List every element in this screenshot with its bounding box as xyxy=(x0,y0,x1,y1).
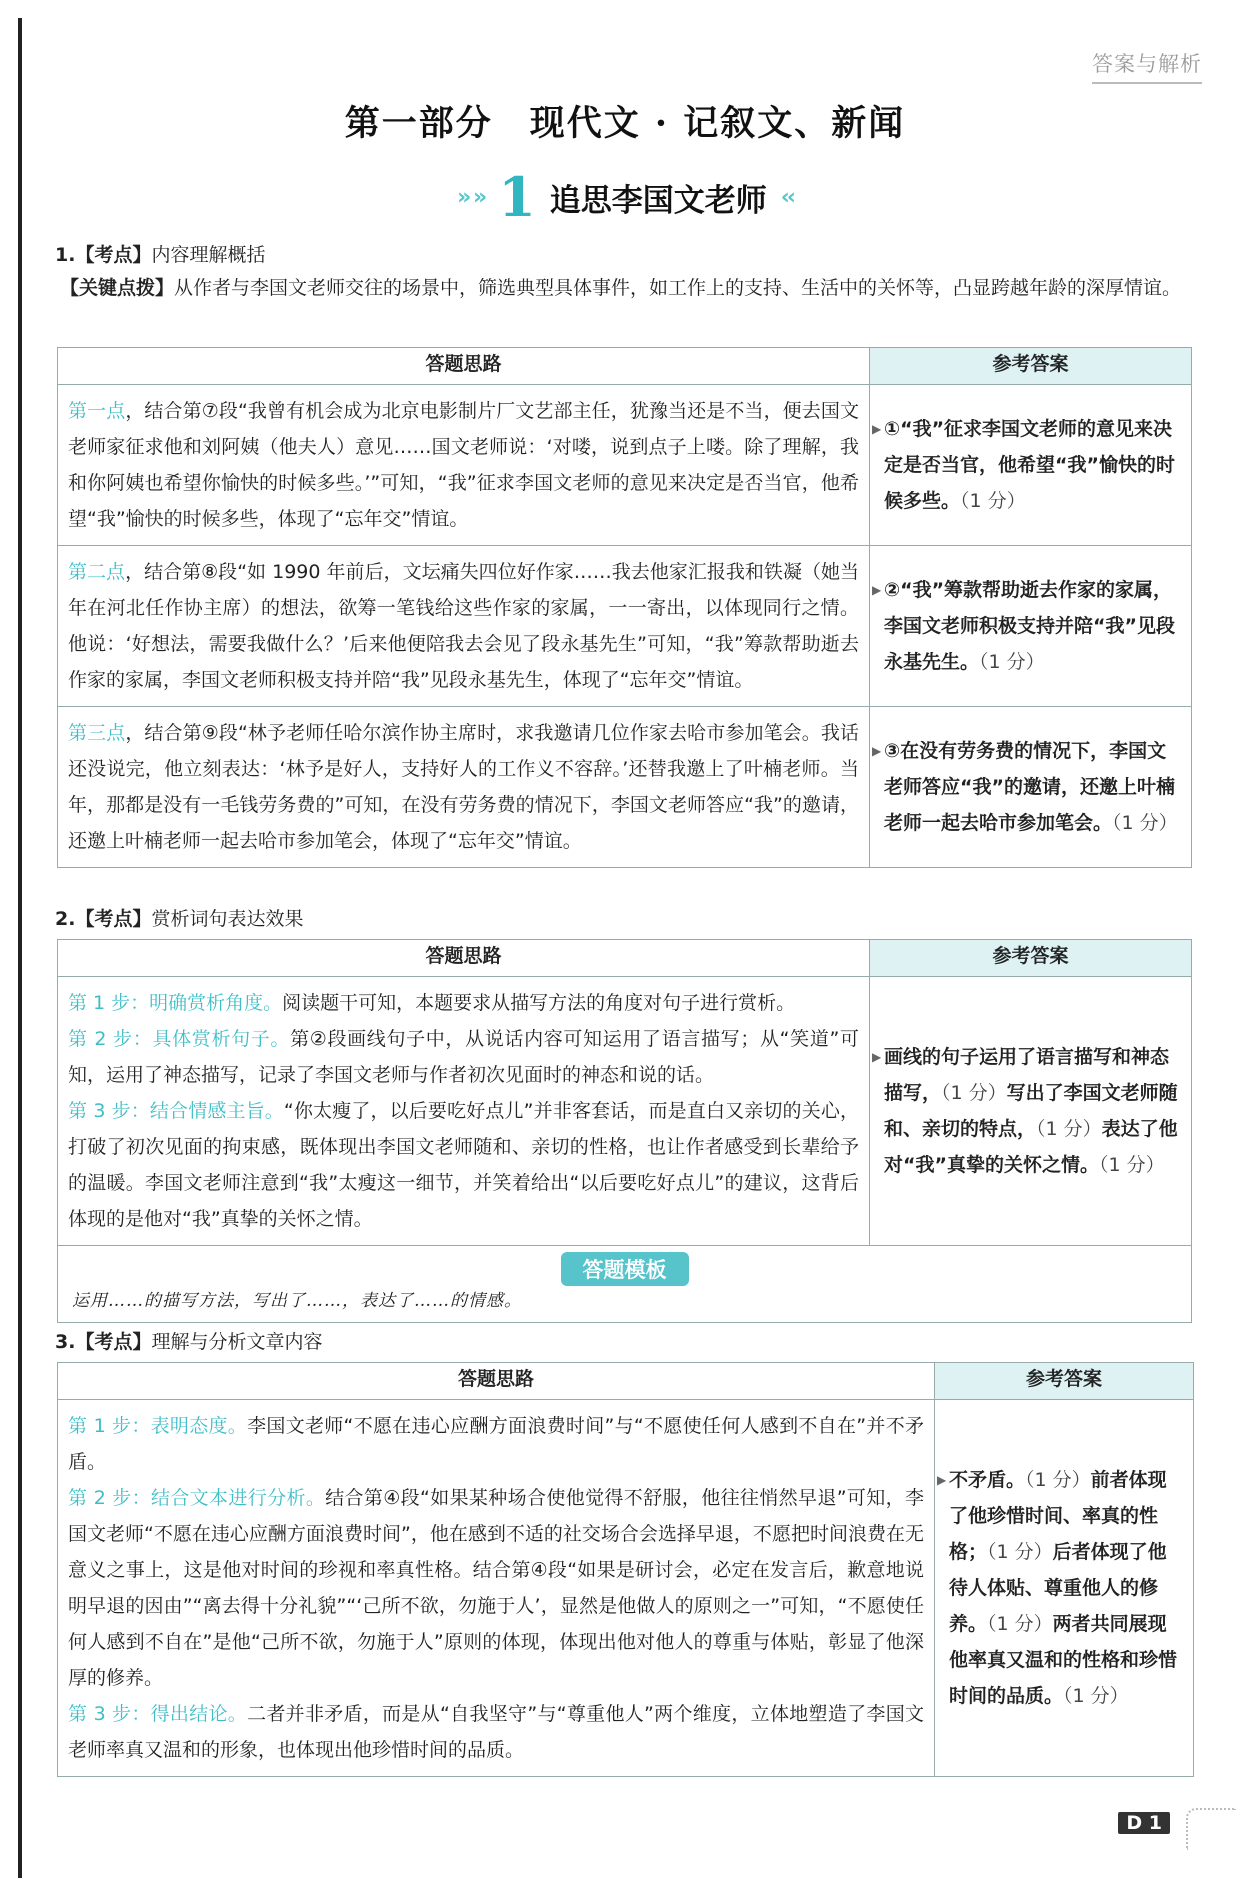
point-label: 第二点 xyxy=(68,561,126,583)
answer-text: 后者体现了他待人体贴、尊重他人的修养。 xyxy=(949,1541,1167,1635)
points: （1 分） xyxy=(1112,812,1178,834)
reason-cell xyxy=(58,385,870,546)
step-label: 第 1 步：明确赏析角度。 xyxy=(68,992,283,1014)
key-point-paragraph xyxy=(60,270,1195,306)
question-3-heading xyxy=(55,1327,322,1354)
reason-header: 答题思路 xyxy=(58,940,870,977)
question-number: 1. xyxy=(55,244,76,266)
answer-text: 两者共同展现他率真又温和的性格和珍惜时间的品质。 xyxy=(949,1613,1178,1707)
points: （1 分） xyxy=(960,490,1026,512)
question-2-heading xyxy=(55,904,303,931)
points: （1 分） xyxy=(1036,1118,1102,1140)
answer-cell xyxy=(870,546,1192,707)
q3-table xyxy=(57,1362,1194,1777)
page-corner-decoration xyxy=(1186,1808,1236,1850)
points: （1 分） xyxy=(1025,1469,1091,1491)
reason-cell xyxy=(58,707,870,868)
play-triangle-icon: ▶ xyxy=(872,583,882,597)
question-number: 2. xyxy=(55,908,76,930)
answer-text: ②“我”筹款帮助逝去作家的家属，李国文老师积极支持并陪“我”见段永基先生。 xyxy=(884,579,1175,673)
step-label: 第 2 步：具体赏析句子。 xyxy=(68,1028,291,1050)
points: （1 分） xyxy=(1098,1154,1165,1176)
chevron-right-icon: » » xyxy=(457,184,485,210)
answer-header: 参考答案 xyxy=(935,1363,1194,1400)
play-triangle-icon: ▶ xyxy=(937,1473,947,1487)
question-tag: 【考点】 xyxy=(75,1331,152,1353)
answer-text: ③在没有劳务费的情况下，李国文老师答应“我”的邀请，还邀上叶楠老师一起去哈市参加笔会。 xyxy=(884,740,1175,834)
answer-text: 前者体现了他珍惜时间、率真的性格； xyxy=(949,1469,1167,1563)
key-point-label: 【关键点拨】 xyxy=(60,277,175,299)
reason-header: 答题思路 xyxy=(58,1363,935,1400)
template-cell xyxy=(58,1246,1192,1323)
reason-cell xyxy=(58,546,870,707)
answer-cell xyxy=(870,707,1192,868)
step-text: “你太瘦了，以后要吃好点儿”并非客套话，而是直白又亲切的关心，打破了初次见面的拘束感，既体现出李国文老师随和、亲切的性格，也让作者感受到长辈给予的温暖。李国文老师注意到“我”太瘦这一细节，并笑着给出“以后要吃好点儿”的建议，这背后体现的是他对“我”真挚的关怀之情。 xyxy=(68,1100,859,1230)
question-topic: 理解与分析文章内容 xyxy=(151,1331,323,1353)
step-text: 阅读题干可知，本题要求从描写方法的角度对句子进行赏析。 xyxy=(282,992,796,1014)
step-label: 第 3 步：得出结论。 xyxy=(68,1703,248,1725)
step-label: 第 2 步：结合文本进行分析。 xyxy=(68,1487,326,1509)
answer-text: 画线的句子运用了语言描写和神态描写， xyxy=(884,1046,1170,1104)
step-text: 二者并非矛盾，而是从“自我坚守”与“尊重他人”两个维度，立体地塑造了李国文老师率真又温和的形象，也体现出他珍惜时间的品质。 xyxy=(68,1703,924,1761)
key-point-text: 从作者与李国文老师交往的场景中，筛选典型具体事件，如工作上的支持、生活中的关怀等，凸显跨越年龄的深厚情谊。 xyxy=(174,277,1182,299)
table-row xyxy=(58,1400,1194,1777)
point-label: 第一点 xyxy=(68,400,126,422)
question-tag: 【考点】 xyxy=(75,244,152,266)
page-number: D 1 xyxy=(1118,1812,1170,1834)
points: （1 分） xyxy=(987,1613,1053,1635)
q2-table xyxy=(57,939,1192,1323)
play-triangle-icon: ▶ xyxy=(872,744,882,758)
points: （1 分） xyxy=(1063,1685,1129,1707)
reason-cell xyxy=(58,977,870,1246)
lesson-number: 1 xyxy=(498,165,536,229)
part-title: 第一部分 现代文 · 记叙文、新闻 xyxy=(344,103,906,144)
table-row xyxy=(58,977,1192,1246)
step-label: 第 1 步：表明态度。 xyxy=(68,1415,248,1437)
step-label: 第 3 步：结合情感主旨。 xyxy=(68,1100,284,1122)
reason-header: 答题思路 xyxy=(58,348,870,385)
binding-edge xyxy=(18,18,22,1878)
answer-text: 写出了李国文老师随和、亲切的特点， xyxy=(884,1082,1178,1140)
reason-cell xyxy=(58,1400,935,1777)
question-tag: 【考点】 xyxy=(75,908,152,930)
question-topic: 内容理解概括 xyxy=(151,244,266,266)
reason-text: ，结合第⑦段“我曾有机会成为北京电影制片厂文艺部主任，犹豫当还是不当，便去国文老师家征求他和刘阿姨（他夫人）意见……国文老师说：‘对喽，说到点子上喽。除了理解，我和你阿姨也希望你愉快的时候多些。’”可知，“我”征求李国文老师的意见来决定是否当官，他希望“我”愉快的时候多些，体现了“忘年交”情谊。 xyxy=(68,400,859,530)
reason-text: ，结合第⑧段“如 1990 年前后，文坛痛失四位好作家……我去他家汇报我和铁凝（她当年在河北任作协主席）的想法，欲筹一笔钱给这些作家的家属，一一寄出，以体现同行之情。他说：‘好想法，需要我做什么？’后来他便陪我去会见了段永基先生”可知，“我”筹款帮助逝去作家的家属，李国文老师积极支持并陪“我”见段永基先生，体现了“忘年交”情谊。 xyxy=(68,561,859,691)
step-text: 李国文老师“不愿在违心应酬方面浪费时间”与“不愿使任何人感到不自在”并不矛盾。 xyxy=(68,1415,924,1473)
point-label: 第三点 xyxy=(68,722,126,744)
answer-header: 参考答案 xyxy=(870,940,1192,977)
answer-text: ①“我”征求李国文老师的意见来决定是否当官，他希望“我”愉快的时候多些。 xyxy=(884,418,1175,512)
points: （1 分） xyxy=(987,1541,1053,1563)
answer-cell xyxy=(935,1400,1194,1777)
play-triangle-icon: ▶ xyxy=(872,1050,882,1064)
step-text: 结合第④段“如果某种场合使他觉得不舒服，他往往悄然早退”可知，李国文老师“不愿在违心应酬方面浪费时间”，他在感到不适的社交场合会选择早退，不愿把时间浪费在无意义之事上，这是他对时间的珍视和率真性格。结合第④段“如果是研讨会，必定在发言后，歉意地说明早退的因由”“离去得十分礼貌”“‘己所不欲，勿施于人’，显然是他做人的原则之一”可知，“不愿使任何人感到不自在”是他“己所不欲，勿施于人”原则的体现，体现出他对他人的尊重与体贴，彰显了他深厚的修养。 xyxy=(68,1487,924,1689)
lesson-heading xyxy=(0,165,1250,229)
table-row xyxy=(58,546,1192,707)
answer-cell xyxy=(870,977,1192,1246)
table-row xyxy=(58,385,1192,546)
q1-table xyxy=(57,347,1192,868)
answer-header: 参考答案 xyxy=(870,348,1192,385)
reason-text: ，结合第⑨段“林予老师任哈尔滨作协主席时，求我邀请几位作家去哈市参加笔会。我话还没说完，他立刻表达：‘林予是好人，支持好人的工作义不容辞。’还替我邀上了叶楠老师。当年，那都是没有一毛钱劳务费的”可知，在没有劳务费的情况下，李国文老师答应“我”的邀请，还邀上叶楠老师一起去哈市参加笔会，体现了“忘年交”情谊。 xyxy=(68,722,859,852)
points: （1 分） xyxy=(979,651,1045,673)
play-triangle-icon: ▶ xyxy=(872,422,882,436)
question-number: 3. xyxy=(55,1331,76,1353)
table-row xyxy=(58,707,1192,868)
answer-cell xyxy=(870,385,1192,546)
template-text: 运用……的描写方法，写出了……，表达了……的情感。 xyxy=(72,1291,522,1311)
answer-text: 不矛盾。 xyxy=(949,1469,1026,1491)
step-text: 第②段画线句子中，从说话内容可知运用了语言描写；从“笑道”可知，运用了神态描写，记录了李国文老师与作者初次见面时的神态和说的话。 xyxy=(68,1028,859,1086)
answer-text: 表达了他对“我”真挚的关怀之情。 xyxy=(884,1118,1178,1176)
template-badge: 答题模板 xyxy=(561,1252,689,1286)
lesson-title: 追思李国文老师 xyxy=(549,182,767,219)
chevron-left-icon: ‹‹ xyxy=(780,184,793,210)
question-1-heading xyxy=(55,240,265,267)
question-topic: 赏析词句表达效果 xyxy=(151,908,304,930)
section-header-tag: 答案与解析 xyxy=(1092,48,1202,84)
points: （1 分） xyxy=(941,1082,1007,1104)
